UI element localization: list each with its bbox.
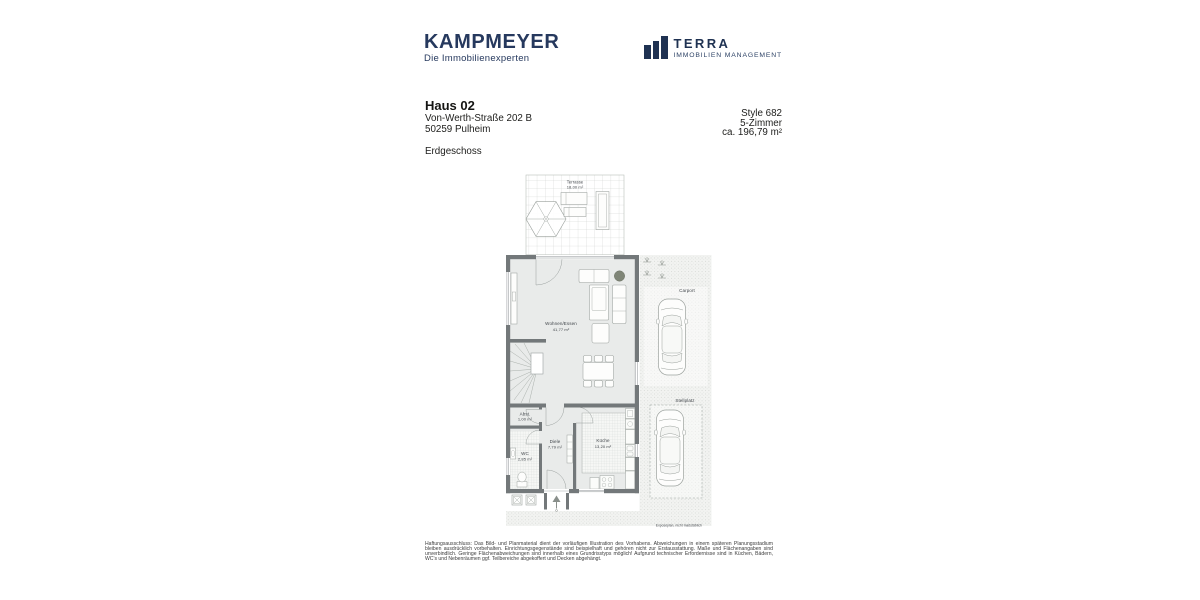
disclaimer-text: Haftungsausschluss: Das Bild- und Planmaterial dient der vorläufigen Illustration des Vorhabens. Abweichungen in einem späteren Planungsstadium bleiben ausdrücklich vorbehalten. Einrichtungsgegenstände sind beispielhaft und gehören nicht zur Erstausstattung. Maße und Flächenangaben sind unverbindlich. Geringe Flächenabweichungen sind innerhalb eines Grundrisstyps möglich! Aufgrund technischer Erfordernisse sind in Küchen, Bädern, WC's und Nebenräumen ggf. Teilbereiche abgekoffert und Decken abgehängt. [425,541,773,563]
room-area-diele: 7,79 m² [547,444,563,450]
coffee-table [592,324,609,344]
room-label-terrasse: Terrasse [566,179,584,185]
carport-label: Carport [679,288,695,293]
room-label-kueche: Küche [596,438,610,443]
terra-logo [644,36,782,59]
plan-note: Exposéplan, nicht maßstäblich [655,523,702,528]
terra-bars-icon [644,36,668,59]
kampmeyer-tagline: Die Immobilienexperten [424,53,530,64]
room-label-wc: WC [521,451,529,456]
floor-label: Erdgeschoss [425,146,482,157]
waste-bins [512,495,536,505]
car-icon-carport [657,299,688,375]
terra-text [674,38,782,59]
stove [600,476,614,490]
room-area-terrasse: 18,00 m² [566,184,584,190]
room-label-abst: Abst. [519,411,531,417]
sofa-2 [613,285,627,324]
page-title: Haus 02 [425,98,475,113]
room-area-wohnen-essen: 41,77 m² [552,327,570,332]
dining-table [583,363,614,381]
room-label-diele: Diele [549,439,561,444]
dining-set [583,356,614,388]
unit-facts [722,109,782,138]
terrace [526,175,624,255]
plant-icon [614,271,624,281]
address-city: 50259 Pulheim [425,123,491,135]
kampmeyer-logo [424,33,559,64]
room-area-abst: 1,00 m² [517,416,533,422]
stellplatz-label: Stellplatz [675,398,695,403]
unit-area: ca. 196,79 m² [722,127,782,139]
terra-wordmark: TERRA [673,36,731,51]
unit-style: Style 682 [741,108,782,119]
kampmeyer-wordmark: KAMPMEYER [424,31,560,53]
toilet [518,472,526,482]
room-label-wohnen-essen: Wohnen/Essen [545,321,577,326]
car-icon-stellplatz [655,410,686,486]
terra-tagline: IMMOBILIEN MANAGEMENT [673,52,782,59]
room-area-wc: 2,85 m² [517,456,533,462]
unit-rooms: 5-Zimmer [740,117,782,129]
floorplan-drawing [504,172,712,528]
hall-wardrobe [567,435,573,463]
room-area-kueche: 13,20 m² [594,444,612,449]
address-street: Von-Werth-Straße 202 B [425,113,533,124]
floorplan [504,172,712,528]
kitchen-tiled-floor [582,413,626,473]
entrance-porch [544,493,569,512]
